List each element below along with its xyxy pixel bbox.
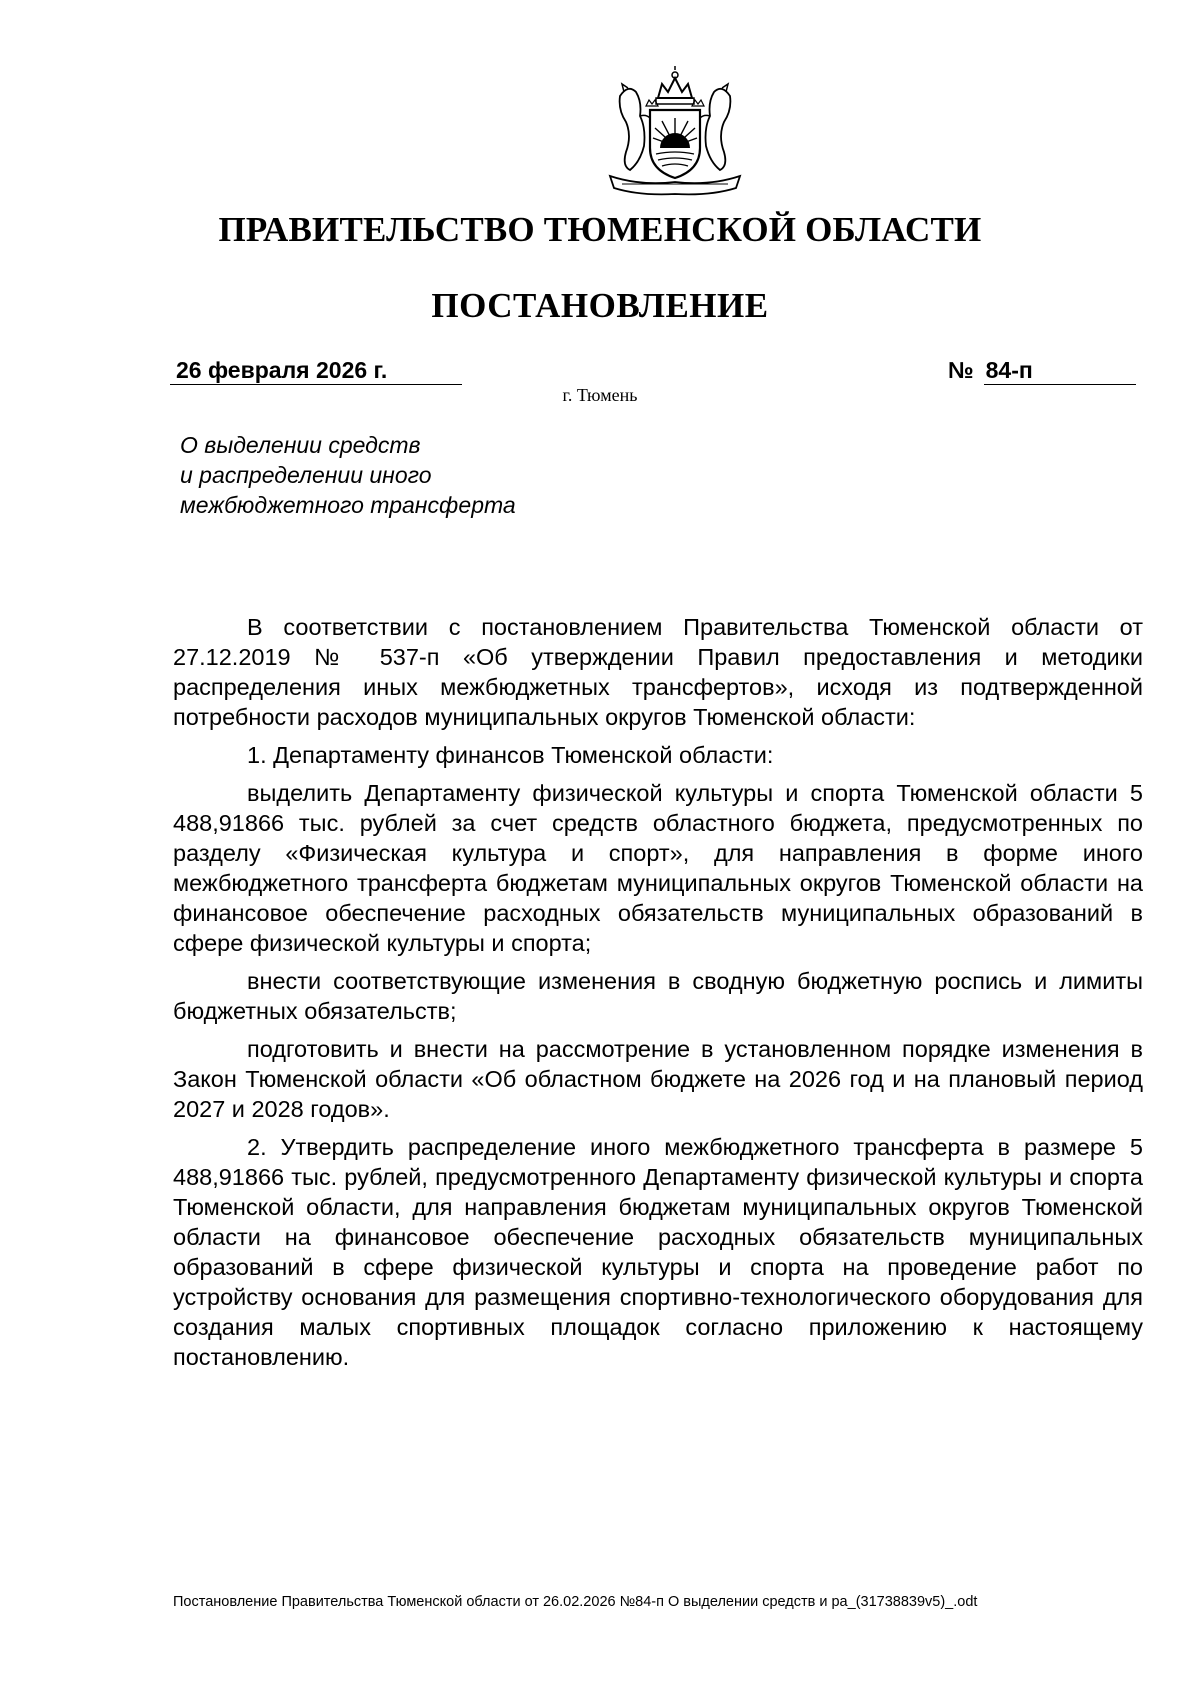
document-date: 26 февраля 2026 г. bbox=[170, 356, 462, 385]
document-body bbox=[173, 612, 1143, 1380]
body-paragraph: подготовить и внести на рассмотрение в установленном порядке изменения в Закон Тюменской области «Об областном бюджете на 2026 год и на плановый период 2027 и 2028 годов». bbox=[173, 1036, 1143, 1122]
document-number bbox=[948, 356, 1136, 385]
document-subject bbox=[180, 430, 516, 520]
number-sign: № bbox=[948, 357, 974, 383]
document-city: г. Тюмень bbox=[562, 385, 638, 405]
number-value: 84-п bbox=[984, 356, 1136, 385]
body-paragraph: внести соответствующие изменения в сводную бюджетную роспись и лимиты бюджетных обязательств; bbox=[173, 968, 1143, 1024]
subject-line: межбюджетного трансферта bbox=[180, 492, 516, 518]
body-paragraph: 2. Утвердить распределение иного межбюджетного трансферта в размере 5 488,91866 тыс. рублей, предусмотренного Департаменту физической культуры и спорта Тюменской области, для направления бюджетам муниципальных округов Тюменской области на финансовое обеспечение расходных обязательств муниципальных образований в сфере физической культуры и спорта на проведение работ по устройству основания для размещения спортивно-технологического оборудования для создания малых спортивных площадок согласно приложению к настоящему постановлению. bbox=[173, 1134, 1143, 1370]
government-title: ПРАВИТЕЛЬСТВО ТЮМЕНСКОЙ ОБЛАСТИ bbox=[218, 210, 982, 249]
subject-line: О выделении средств bbox=[180, 432, 421, 458]
coat-of-arms-icon bbox=[600, 66, 750, 204]
coat-of-arms-graphic bbox=[600, 66, 750, 204]
document-type-heading: ПОСТАНОВЛЕНИЕ bbox=[431, 286, 769, 325]
footer-file-caption: Постановление Правительства Тюменской области от 26.02.2026 №84-п О выделении средств и ра_(31738839v5)_.odt bbox=[173, 1594, 978, 1610]
body-paragraph: выделить Департаменту физической культуры и спорта Тюменской области 5 488,91866 тыс. рублей за счет средств областного бюджета, предусмотренных по разделу «Физическая культура и спорт», для направления в форме иного межбюджетного трансферта бюджетам муниципальных округов Тюменской области на финансовое обеспечение расходных обязательств муниципальных образований в сфере физической культуры и спорта; bbox=[173, 780, 1143, 956]
body-paragraph: 1. Департаменту финансов Тюменской области: bbox=[247, 742, 774, 768]
subject-line: и распределении иного bbox=[180, 462, 432, 488]
body-paragraph: В соответствии с постановлением Правительства Тюменской области от 27.12.2019 № 537-п «Об утверждении Правил предоставления и методики распределения иных межбюджетных трансфертов», исходя из подтвержденной потребности расходов муниципальных округов Тюменской области: bbox=[173, 614, 1143, 730]
